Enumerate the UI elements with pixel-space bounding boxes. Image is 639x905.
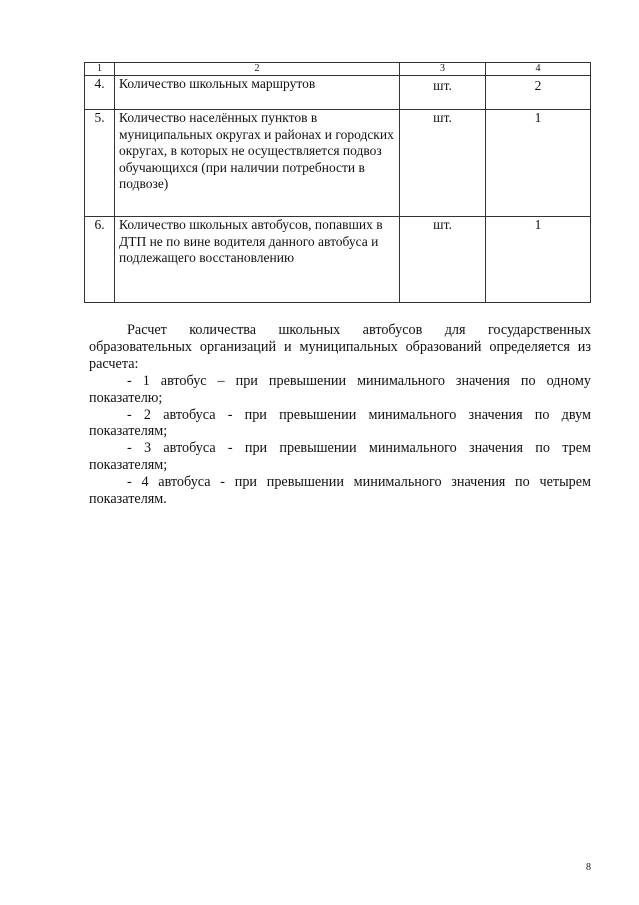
row-number: 5. bbox=[85, 110, 115, 217]
list-item: - 2 автобуса - при превышении минимального значения по двум показателям; bbox=[89, 406, 591, 440]
unit-cell: шт. bbox=[400, 76, 486, 110]
list-item: - 3 автобуса - при превышении минимального значения по трем показателям; bbox=[89, 440, 591, 474]
column-header-4: 4 bbox=[486, 63, 591, 76]
indicator-name: Количество школьных автобусов, попавших в ДТП не по вине водителя данного автобуса и подлежащего восстановлению bbox=[115, 217, 400, 303]
page-number: 8 bbox=[586, 862, 591, 873]
table-row bbox=[85, 217, 591, 303]
list-item: - 1 автобус – при превышении минимального значения по одному показателю; bbox=[89, 372, 591, 406]
criteria-table bbox=[84, 62, 591, 303]
value-cell: 2 bbox=[486, 76, 591, 110]
value-cell: 1 bbox=[486, 110, 591, 217]
list-item: - 4 автобуса - при превышении минимального значения по четырем показателям. bbox=[89, 474, 591, 508]
value-cell: 1 bbox=[486, 217, 591, 303]
indicator-name: Количество школьных маршрутов bbox=[115, 76, 400, 110]
unit-cell: шт. bbox=[400, 217, 486, 303]
calculation-text bbox=[89, 322, 591, 508]
column-header-1: 1 bbox=[85, 63, 115, 76]
table-row bbox=[85, 76, 591, 110]
table-row bbox=[85, 110, 591, 217]
unit-cell: шт. bbox=[400, 110, 486, 217]
column-header-2: 2 bbox=[115, 63, 400, 76]
row-number: 4. bbox=[85, 76, 115, 110]
table-header-row bbox=[85, 63, 591, 76]
indicator-name: Количество населённых пунктов в муниципальных округах и районах и городских округах, в которых не осуществляется подвоз обучающихся (при наличии потребности в подвозе) bbox=[115, 110, 400, 217]
column-header-3: 3 bbox=[400, 63, 486, 76]
intro-paragraph: Расчет количества школьных автобусов для государственных образовательных организаций и муниципальных образований определяется из расчета: bbox=[89, 322, 591, 372]
row-number: 6. bbox=[85, 217, 115, 303]
